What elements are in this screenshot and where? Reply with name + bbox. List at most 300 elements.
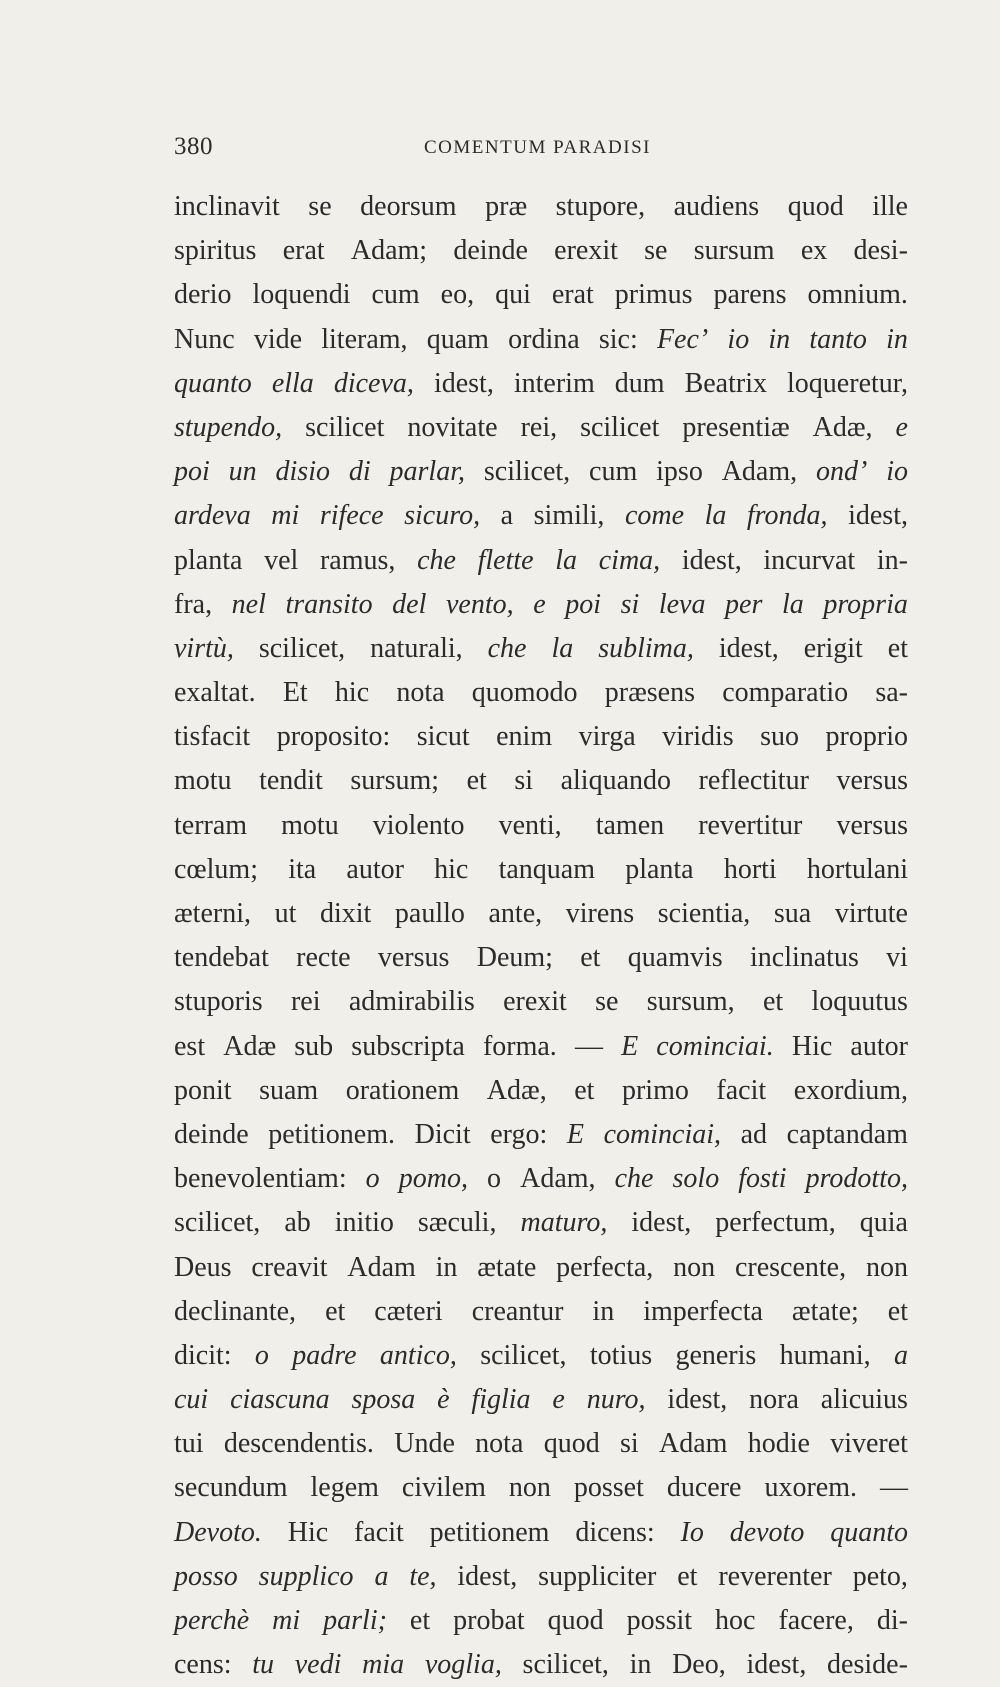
word: dum: [614, 367, 665, 399]
word: non: [508, 1472, 551, 1504]
word: io: [727, 323, 750, 355]
word: literam,: [321, 323, 408, 355]
word: parlar,: [389, 456, 465, 488]
word: o: [487, 1163, 502, 1195]
word: recte: [296, 942, 351, 974]
word: Adam: [658, 1428, 728, 1460]
word: eo,: [440, 279, 475, 311]
word: paullo: [394, 898, 465, 929]
word: vedi: [294, 1649, 342, 1681]
word: mi: [271, 500, 300, 532]
word: ita: [288, 853, 317, 885]
word: ramus,: [319, 544, 396, 576]
word: et: [887, 1295, 908, 1327]
word: dicens:: [575, 1516, 655, 1548]
word: Deo,: [672, 1649, 726, 1681]
word: la: [704, 500, 727, 532]
word: virtute: [834, 898, 908, 929]
word: imperfecta: [643, 1295, 763, 1327]
word: ponit: [174, 1074, 232, 1106]
word: humani,: [779, 1339, 871, 1371]
word: se: [595, 986, 619, 1018]
word: pomo,: [398, 1163, 468, 1195]
word: si: [514, 765, 534, 797]
word: ad: [740, 1118, 768, 1150]
word: non: [673, 1251, 716, 1283]
word: incurvat: [763, 544, 856, 576]
word: hortulani: [806, 853, 908, 885]
word: suo: [760, 721, 800, 753]
word: sursum,: [646, 986, 735, 1018]
word: alicuius: [820, 1384, 908, 1416]
word: cima,: [598, 544, 661, 576]
word: legem: [310, 1472, 379, 1504]
word: ordina: [508, 323, 580, 355]
text-line: [174, 1290, 908, 1334]
word: præsens: [604, 677, 695, 709]
word: scilicet,: [258, 632, 346, 664]
word: si: [619, 1428, 639, 1460]
word: ella: [271, 367, 314, 399]
word: io: [886, 456, 908, 488]
word: ille: [872, 191, 908, 222]
word: stuporis: [174, 986, 263, 1018]
word: fra,: [174, 588, 213, 620]
word: idest,: [457, 1560, 518, 1592]
word: in: [886, 323, 908, 355]
body-text: [174, 185, 908, 1687]
word: E: [621, 1030, 639, 1062]
word: sublima,: [598, 632, 694, 664]
word: deinde: [174, 1118, 249, 1150]
word: fosti: [738, 1163, 787, 1195]
word: dicit:: [174, 1339, 232, 1371]
word: come: [624, 500, 685, 532]
word: et: [466, 765, 487, 797]
word: tu: [252, 1649, 275, 1681]
word: deorsum: [360, 191, 457, 222]
word: ardeva: [174, 500, 251, 532]
word: et: [574, 1074, 595, 1106]
word: revertitur: [698, 809, 803, 841]
word: hic: [434, 853, 469, 885]
word: spiritus: [174, 235, 257, 267]
word: nel: [231, 588, 266, 620]
text-line: [174, 936, 908, 980]
word: ond’: [816, 456, 868, 488]
word: per: [725, 588, 763, 620]
word: petitionem.: [268, 1118, 396, 1150]
word: cominciai,: [603, 1118, 722, 1150]
word: propria: [823, 588, 908, 620]
word: venti,: [498, 809, 562, 841]
word: facit: [354, 1516, 404, 1548]
word: et: [887, 632, 908, 664]
word: autor: [850, 1030, 908, 1062]
word: hoc: [715, 1605, 756, 1636]
word: del: [392, 588, 427, 620]
word: e: [895, 411, 908, 443]
word: vide: [253, 323, 303, 355]
word: vi: [886, 942, 908, 974]
word: vento,: [445, 588, 514, 620]
word: sic:: [598, 323, 638, 355]
word: Io: [680, 1516, 704, 1548]
word: o: [254, 1339, 269, 1371]
word: ipso: [656, 456, 703, 488]
text-line: [174, 848, 908, 892]
word: scientia,: [657, 898, 751, 929]
text-line: [174, 671, 908, 715]
word: comparatio: [722, 677, 849, 709]
word: motu: [174, 765, 232, 797]
word: cens:: [174, 1649, 232, 1681]
word: petitionem: [429, 1516, 550, 1548]
word: captandam: [786, 1118, 908, 1150]
word: rei,: [520, 411, 558, 443]
word: et: [580, 942, 601, 974]
word: Adæ,: [486, 1074, 547, 1106]
word: e: [552, 1384, 565, 1416]
word: quod: [787, 191, 844, 222]
word: versus: [836, 809, 908, 841]
word: ante,: [488, 898, 543, 929]
text-line: [174, 759, 908, 803]
word: æterni,: [174, 898, 251, 929]
word: sursum: [693, 235, 775, 267]
word: ducere: [666, 1472, 742, 1504]
word: mi: [272, 1605, 301, 1636]
word: in: [435, 1251, 458, 1283]
word: disio: [275, 456, 330, 488]
word: inclinavit: [174, 191, 280, 222]
text-line: [174, 539, 908, 583]
word: vel: [264, 544, 299, 576]
word: et: [677, 1560, 698, 1592]
word: quam: [426, 323, 489, 355]
word: erexit: [503, 986, 567, 1018]
text-line: [174, 406, 908, 450]
word: nuro,: [586, 1384, 646, 1416]
word: simili,: [533, 500, 605, 532]
word: probat: [453, 1605, 525, 1636]
page-number: 380: [174, 133, 213, 160]
word: fronda,: [746, 500, 828, 532]
word: tisfacit: [174, 721, 251, 753]
word: virens: [565, 898, 635, 929]
word: a: [893, 1339, 908, 1371]
word: nota: [475, 1428, 524, 1460]
word: dixit: [319, 898, 372, 929]
word: suam: [259, 1074, 319, 1106]
word: scilicet: [305, 411, 385, 443]
word: diceva,: [333, 367, 414, 399]
word: quod: [547, 1605, 604, 1636]
word: in: [629, 1649, 652, 1681]
word: transito: [285, 588, 373, 620]
word: è: [437, 1384, 450, 1416]
word: Deus: [174, 1251, 232, 1283]
word: solo: [672, 1163, 720, 1195]
word: planta: [625, 853, 694, 885]
word: proprio: [825, 721, 908, 753]
word: loqueretur,: [787, 367, 908, 399]
text-line: [174, 1555, 908, 1599]
word: desi-: [853, 235, 908, 267]
word: che: [614, 1163, 654, 1195]
word: tui: [174, 1428, 204, 1460]
word: idest,: [848, 500, 908, 532]
word: idest,: [746, 1649, 807, 1681]
word: idest,: [681, 544, 742, 576]
word: leva: [658, 588, 706, 620]
word: Unde: [394, 1428, 455, 1460]
word: in: [768, 323, 791, 355]
word: la: [781, 588, 804, 620]
word: —: [879, 1472, 908, 1504]
text-line: [174, 1422, 908, 1466]
word: motu: [281, 809, 339, 841]
text-line: [174, 1511, 908, 1555]
word: la: [551, 632, 574, 664]
word: Adam;: [350, 235, 428, 267]
word: E: [566, 1118, 584, 1150]
word: cæteri: [374, 1295, 443, 1327]
word: perfectum,: [715, 1207, 836, 1239]
word: audiens: [673, 191, 760, 222]
word: parens: [713, 279, 787, 311]
word: omnium.: [807, 279, 908, 311]
word: violento: [372, 809, 465, 841]
word: a: [374, 1560, 389, 1592]
text-line: [174, 318, 908, 362]
word: scilicet,: [480, 1339, 567, 1371]
word: ætate: [477, 1251, 537, 1283]
word: et: [409, 1605, 431, 1636]
word: planta: [174, 544, 243, 576]
word: Hic: [287, 1516, 329, 1548]
word: creavit: [251, 1251, 328, 1283]
word: crescente,: [734, 1251, 847, 1283]
word: primo: [621, 1074, 689, 1106]
word: erat: [282, 235, 325, 267]
word: facere,: [778, 1605, 854, 1636]
text-line: [174, 229, 908, 273]
word: et: [762, 986, 784, 1018]
word: proposito:: [276, 721, 391, 753]
text-line: [174, 185, 908, 229]
word: erat: [551, 279, 594, 311]
word: nota: [396, 677, 445, 709]
word: autor: [346, 853, 404, 885]
word: nora: [749, 1384, 799, 1416]
word: admirabilis: [348, 986, 475, 1018]
word: primus: [614, 279, 693, 311]
word: mia: [362, 1649, 405, 1681]
word: virga: [578, 721, 636, 753]
word: creantur: [471, 1295, 564, 1327]
word: Et: [282, 677, 308, 709]
word: idest,: [667, 1384, 728, 1416]
word: Deum;: [476, 942, 553, 974]
word: cum: [589, 456, 638, 488]
word: naturali,: [370, 632, 463, 664]
text-line: [174, 1201, 908, 1245]
word: stupore,: [555, 191, 646, 222]
word: Dicit: [414, 1118, 471, 1150]
page-header: [174, 133, 906, 173]
word: totius: [589, 1339, 653, 1371]
text-line: [174, 1378, 908, 1422]
word: sicut: [416, 721, 470, 753]
word: quanto: [174, 367, 252, 399]
word: terram: [174, 809, 248, 841]
word: interim: [513, 367, 595, 399]
word: subscripta: [351, 1030, 465, 1062]
word: che: [417, 544, 456, 576]
word: tendebat: [174, 942, 269, 974]
word: forma.: [482, 1030, 557, 1062]
word: scilicet,: [522, 1649, 609, 1681]
word: sa-: [875, 677, 908, 709]
word: sæculi,: [417, 1207, 497, 1239]
word: reverenter: [718, 1560, 832, 1592]
word: stupendo,: [174, 411, 283, 443]
word: orationem: [345, 1074, 460, 1106]
word: exaltat.: [174, 677, 256, 709]
word: supplico: [258, 1560, 354, 1592]
text-line: [174, 627, 908, 671]
word: loquendi: [252, 279, 351, 311]
text-line: [174, 1246, 908, 1290]
word: inclinatus: [749, 942, 859, 974]
text-line: [174, 494, 908, 538]
word: Adam,: [520, 1163, 596, 1195]
word: virtù,: [174, 632, 234, 664]
word: rei: [290, 986, 321, 1018]
word: se: [308, 191, 332, 222]
text-line: [174, 1334, 908, 1378]
text-line: [174, 892, 908, 936]
word: enim: [496, 721, 553, 753]
word: Fec’: [656, 323, 709, 355]
word: voglia,: [424, 1649, 502, 1681]
word: sub: [294, 1030, 334, 1062]
word: est: [174, 1030, 206, 1062]
word: ciascuna: [230, 1384, 330, 1416]
word: versus: [377, 942, 450, 974]
word: prodotto,: [805, 1163, 908, 1195]
word: idest,: [631, 1207, 692, 1239]
word: parli;: [323, 1605, 387, 1636]
text-line: [174, 583, 908, 627]
word: sposa: [351, 1384, 416, 1416]
word: presentiæ: [682, 411, 790, 443]
word: ex: [800, 235, 828, 267]
word: viveret: [830, 1428, 908, 1460]
word: ergo:: [490, 1118, 548, 1150]
word: scilicet,: [174, 1207, 261, 1239]
word: quanto: [830, 1516, 908, 1548]
word: flette: [477, 544, 534, 576]
word: aliquando: [560, 765, 671, 797]
word: civilem: [401, 1472, 486, 1504]
word: Hic: [791, 1030, 833, 1062]
word: sua: [773, 898, 812, 929]
word: reflectitur: [698, 765, 809, 797]
word: cœlum;: [174, 853, 258, 885]
word: derio: [174, 279, 232, 311]
word: Devoto.: [174, 1516, 262, 1548]
word: non: [865, 1251, 908, 1283]
word: antico,: [379, 1339, 457, 1371]
text-line: [174, 715, 908, 759]
word: o: [365, 1163, 380, 1195]
word: descendentis.: [223, 1428, 374, 1460]
word: Nunc: [174, 323, 235, 355]
word: tanto: [809, 323, 867, 355]
word: quia: [859, 1207, 908, 1239]
word: in-: [876, 544, 908, 576]
word: se: [644, 235, 668, 267]
word: hodie: [747, 1428, 810, 1460]
word: poi: [565, 588, 601, 620]
text-line: [174, 1069, 908, 1113]
word: et: [325, 1295, 346, 1327]
word: figlia: [471, 1384, 531, 1416]
text-line: [174, 804, 908, 848]
word: di: [348, 456, 371, 488]
word: te,: [409, 1560, 437, 1592]
word: generis: [675, 1339, 757, 1371]
word: possit: [626, 1605, 693, 1636]
word: sicuro,: [404, 500, 481, 532]
word: rifece: [319, 500, 384, 532]
word: sursum;: [350, 765, 440, 797]
word: ut: [274, 898, 297, 929]
word: posso: [174, 1560, 238, 1592]
word: hic: [334, 677, 370, 709]
word: præ: [485, 191, 528, 222]
text-line: [174, 1466, 908, 1510]
word: ætate;: [791, 1295, 859, 1327]
word: in: [592, 1295, 615, 1327]
word: quod: [543, 1428, 600, 1460]
word: qui: [495, 279, 531, 311]
text-line: [174, 450, 908, 494]
word: idest,: [433, 367, 494, 399]
word: suppliciter: [538, 1560, 657, 1592]
text-line: [174, 1599, 908, 1643]
word: uxorem.: [764, 1472, 857, 1504]
word: cui: [174, 1384, 209, 1416]
word: exordium,: [793, 1074, 908, 1106]
word: maturo,: [520, 1207, 608, 1239]
word: peto,: [852, 1560, 908, 1592]
word: Beatrix: [684, 367, 767, 399]
text-line: [174, 1157, 908, 1201]
word: —: [574, 1030, 603, 1062]
word: perfecta,: [556, 1251, 654, 1283]
word: secundum: [174, 1472, 288, 1504]
word: deinde: [453, 235, 528, 267]
word: tendit: [259, 765, 323, 797]
word: la: [555, 544, 578, 576]
word: quomodo: [471, 677, 578, 709]
word: perchè: [174, 1605, 250, 1636]
word: cum: [371, 279, 420, 311]
word: Adam: [347, 1251, 416, 1283]
